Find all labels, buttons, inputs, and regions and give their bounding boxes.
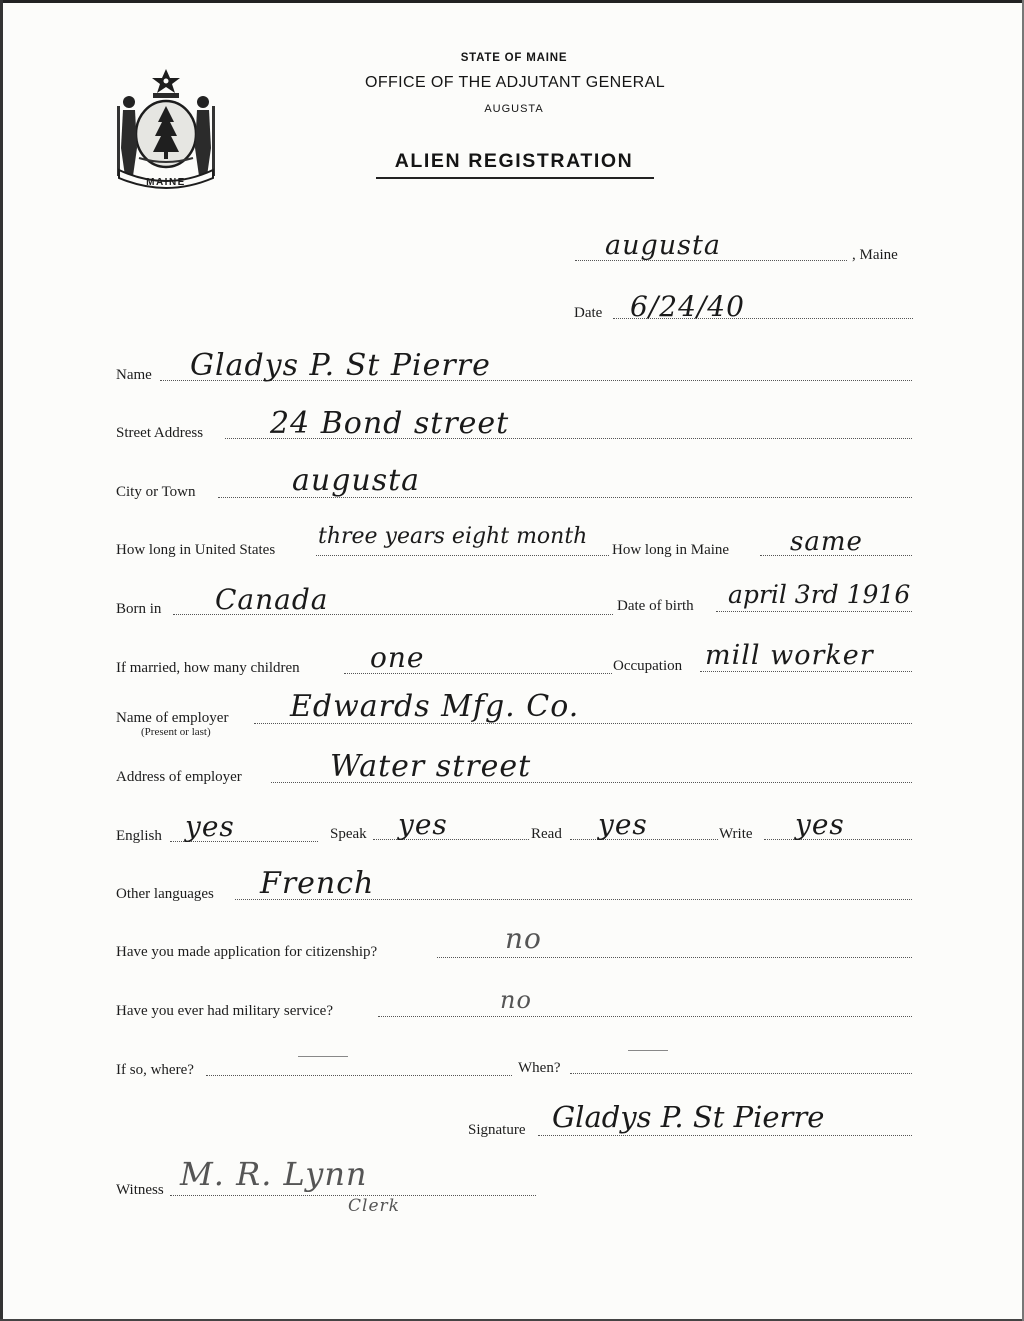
city-label: City or Town <box>116 484 196 500</box>
employer-label: Name of employer <box>116 710 229 726</box>
state-seal-icon <box>113 66 219 194</box>
scan-edge-left <box>0 0 3 1321</box>
form-title: ALIEN REGISTRATION <box>394 150 634 172</box>
witness-label: Witness <box>116 1182 164 1198</box>
how-long-maine-entry: same <box>790 527 863 557</box>
name-entry: Gladys P. St Pierre <box>190 348 491 383</box>
where-label: If so, where? <box>116 1062 194 1078</box>
occupation-line <box>700 671 912 672</box>
other-languages-entry: French <box>260 866 375 901</box>
citizenship-line <box>437 957 912 958</box>
employer-note: (Present or last) <box>141 726 211 738</box>
children-label: If married, how many children <box>116 660 300 676</box>
speak-entry: yes <box>398 808 448 841</box>
english-entry: yes <box>185 810 235 843</box>
title-underline <box>376 177 654 179</box>
military-entry: no <box>500 986 532 1014</box>
military-line <box>378 1016 912 1017</box>
signature-line <box>538 1135 912 1136</box>
write-entry: yes <box>795 808 845 841</box>
employer-address-entry: Water street <box>330 749 532 784</box>
state-suffix-label: , Maine <box>852 247 898 263</box>
read-entry: yes <box>598 808 648 841</box>
signature-label: Signature <box>468 1122 526 1138</box>
other-languages-label: Other languages <box>116 886 214 902</box>
occupation-entry: mill worker <box>705 640 874 671</box>
where-dash-mark <box>298 1056 348 1057</box>
citizenship-label: Have you made application for citizenship? <box>116 944 378 960</box>
occupation-label: Occupation <box>613 658 683 674</box>
when-dash-mark <box>628 1050 668 1051</box>
date-entry: 6/24/40 <box>630 290 745 323</box>
how-long-maine-label: How long in Maine <box>612 542 730 558</box>
header-state: STATE OF MAINE <box>460 52 568 64</box>
read-label: Read <box>531 826 562 842</box>
date-label: Date <box>574 305 603 321</box>
military-label: Have you ever had military service? <box>116 1003 333 1019</box>
scan-edge-top <box>0 0 1024 3</box>
name-label: Name <box>116 367 152 383</box>
signature-entry: Gladys P. St Pierre <box>552 1100 825 1134</box>
speak-line <box>373 839 529 840</box>
born-in-entry: Canada <box>215 583 329 616</box>
when-line <box>570 1073 912 1074</box>
street-address-label: Street Address <box>116 425 204 441</box>
employer-entry: Edwards Mfg. Co. <box>290 689 580 724</box>
where-line <box>206 1075 512 1076</box>
children-entry: one <box>370 641 425 674</box>
date-of-birth-entry: april 3rd 1916 <box>728 580 911 609</box>
how-long-us-entry: three years eight month <box>318 524 588 549</box>
witness-title-entry: Clerk <box>348 1196 400 1216</box>
write-label: Write <box>719 826 753 842</box>
witness-entry: M. R. Lynn <box>180 1155 368 1193</box>
header-city: AUGUSTA <box>484 103 544 115</box>
place-entry: augusta <box>605 230 721 261</box>
header-office: OFFICE OF THE ADJUTANT GENERAL <box>364 74 666 91</box>
how-long-us-label: How long in United States <box>116 542 276 558</box>
speak-label: Speak <box>330 826 367 842</box>
street-address-entry: 24 Bond street <box>270 406 510 441</box>
date-of-birth-line <box>716 611 912 612</box>
date-of-birth-label: Date of birth <box>617 598 694 614</box>
seal-text: MAINE <box>146 177 186 188</box>
how-long-us-line <box>316 555 609 556</box>
employer-address-label: Address of employer <box>116 769 242 785</box>
city-entry: augusta <box>292 463 421 498</box>
citizenship-entry: no <box>505 922 542 955</box>
when-label: When? <box>518 1060 561 1076</box>
born-in-label: Born in <box>116 601 162 617</box>
english-label: English <box>116 828 162 844</box>
